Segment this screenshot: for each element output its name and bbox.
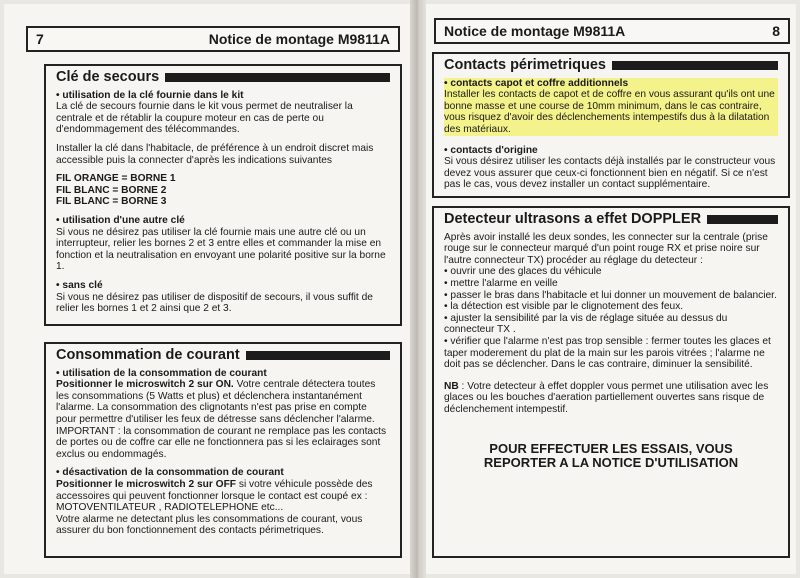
list-item: • la détection est visible par le clignotement des feux. (444, 301, 684, 313)
header-title: Notice de montage M9811A (444, 23, 626, 39)
page-header (26, 26, 400, 52)
title-bar (246, 351, 390, 360)
nb-paragraph: NB : Votre detecteur à effet doppler vous permet une utilisation avec les glaces ou les bouches d'aeration partiellement ouvertes sans risque de déclenchement intempestif. (444, 380, 769, 415)
title-bar (165, 73, 390, 82)
paragraph: Installer la clé dans l'habitacle, de préférence à un endroit discret mais accessible puis la connecter d'après les indications suivantes (56, 142, 374, 166)
page-7 (4, 4, 410, 574)
wire-item: FIL ORANGE = BORNE 1 (56, 173, 176, 185)
paragraph: Votre alarme ne detectant plus les consommations de courant, vous assurer du bon fonctionnement des contacts périmetriques. (56, 513, 363, 537)
title-bar (707, 215, 778, 224)
wire-list (56, 173, 390, 208)
final-instruction: POUR EFFECTUER LES ESSAIS, VOUS REPORTER A LA NOTICE D'UTILISATION (483, 440, 739, 470)
header-title: Notice de montage M9811A (208, 31, 390, 47)
paragraph: Après avoir installé les deux sondes, les connecter sur la centrale (prise rouge sur le connecteur marqué d'un point rouge RX et prise noire sur l'autre connecteur TX) procéder au réglage du detecteur : (444, 231, 768, 266)
cle-de-secours-section (44, 64, 402, 326)
section-title: Detecteur ultrasons a effet DOPPLER (444, 214, 778, 226)
section-title: Clé de secours (56, 72, 390, 84)
page-8 (426, 4, 796, 574)
subheading: • désactivation de la consommation de courant (56, 467, 284, 479)
page-number: 7 (36, 31, 44, 47)
wire-item: FIL BLANC = BORNE 3 (56, 196, 167, 208)
subheading: • contacts capot et coffre additionnels (444, 77, 629, 89)
subheading: • utilisation de la clé fournie dans le kit (56, 89, 244, 101)
contacts-section (432, 52, 790, 198)
consommation-section (44, 342, 402, 558)
doppler-steps (444, 266, 778, 370)
subheading: • utilisation d'une autre clé (56, 214, 185, 226)
paragraph: Si vous ne désirez pas utiliser la clé fournie mais une autre clé ou un interrupteur, relier les bornes 2 et 3 entre elles et commander la mise en fonction et la neutralisation en envoyant une polarité positive sur la borne 1. (56, 226, 386, 273)
list-item: • ouvrir une des glaces du véhicule (444, 266, 602, 278)
section-title: Contacts périmetriques (444, 60, 778, 72)
paragraph: La clé de secours fournie dans le kit vous permet de neutraliser la centrale et de rétablir la coupure moteur en cas de perte ou d'endommagement des télécommandes. (56, 101, 353, 136)
list-item: • vérifier que l'alarme n'est pas trop sensible : fermer toutes les glaces et taper moderement du plat de la main sur les parois vitrées ; l'alarme ne doit pas se déclencher. Dans le cas contraire, diminuer la sensibilité. (444, 335, 771, 371)
subheading: • contacts d'origine (444, 144, 538, 156)
book-gutter (410, 0, 426, 578)
section-title: Consommation de courant (56, 350, 390, 362)
wire-item: FIL BLANC = BORNE 2 (56, 184, 167, 196)
subheading: • sans clé (56, 279, 103, 291)
list-item: • passer le bras dans l'habitacle et lui donner un mouvement de balancier. (444, 289, 777, 301)
paragraph: Positionner le microswitch 2 sur OFF si votre véhicule possède des accessoires qui peuvent fonctionner lorsque le contact est coupé ex : MOTOVENTILATEUR , RADIOTELEPHONE etc... (56, 478, 373, 514)
page-header (434, 18, 790, 44)
paragraph: IMPORTANT : la consommation de courant ne remplace pas les contacts de portes ou de coffre car elle ne fonctionnera pas si les eclairages sont exclus ou endommagés. (56, 425, 387, 460)
list-item: • mettre l'alarme en veille (444, 277, 558, 289)
paragraph: Si vous désirez utiliser les contacts déjà installés par le constructeur vous devez vous assurer que ceux-ci fonctionnent bien en négatif. Si ce n'est pas le cas, vous devez installer un contact supplémentaire. (444, 156, 776, 191)
doppler-section (432, 206, 790, 558)
subheading: • utilisation de la consommation de courant (56, 367, 267, 379)
paragraph: Installer les contacts de capot et de coffre en vous assurant qu'ils ont une bonne masse et une course de 10mm minimum, dans le cas contraire, vous risquez d'avoir des déclenchements intempestifs dus à la dilatation des matériaux. (444, 89, 775, 135)
highlighted-block (444, 78, 778, 136)
paragraph: Si vous ne désirez pas utiliser de dispositif de secours, il vous suffit de relier les bornes 1 et 2 ainsi que 2 et 3. (56, 291, 373, 315)
title-bar (612, 61, 778, 70)
paragraph: Positionner le microswitch 2 sur ON. Votre centrale détectera toutes les consommations (5 Watts et plus) et déclenchera instantanément l'alarme. La consommation des clignotants n'est pas prise en compte pour permettre d'utiliser les feux de détresse sans déclencher l'alarme. (56, 379, 376, 425)
page-number: 8 (772, 23, 780, 39)
list-item: • ajuster la sensibilité par la vis de réglage située au dessus du connecteur TX . (444, 312, 728, 336)
